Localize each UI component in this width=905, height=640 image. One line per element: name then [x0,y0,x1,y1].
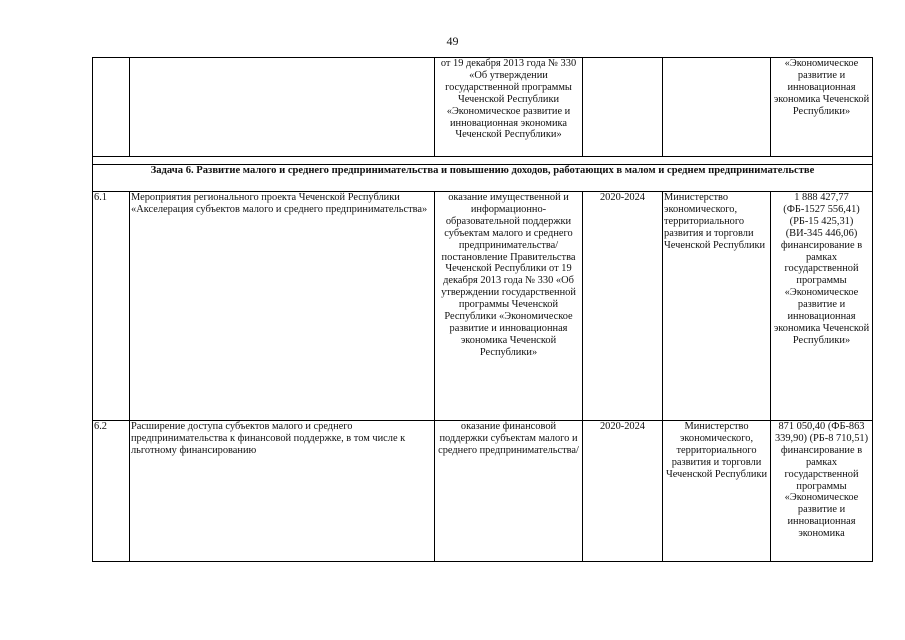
cell-period [583,58,663,157]
table-row-6-1 [93,192,873,421]
table-row-spacer [93,157,873,165]
cell-period: 2020-2024 [583,192,663,421]
table-row-continuation [93,58,873,157]
measures-table [92,57,873,562]
task-title: Задача 6. Развитие малого и среднего предпринимательства и повышению доходов, работающих в малом и среднем предпринимательстве [93,165,873,192]
cell-basis: оказание имущественной и информационно-образовательной поддержки субъектам малого и среднего предпринимательства/ постановление Правительства Чеченской Республики от 19 декабря 2013 года № 330 «Об утверждении государственной программы Чеченской Республики «Экономическое развитие и инновационная экономика Чеченской Республики» [435,192,583,421]
cell-num [93,58,130,157]
cell-funding: «Экономическое развитие и инновационная экономика Чеченской Республики» [771,58,873,157]
spacer-cell [93,157,873,165]
cell-executor [663,58,771,157]
cell-basis: оказание финансовой поддержки субъектам малого и среднего предпринимательства/ [435,421,583,562]
cell-executor: Министерство экономического, территориального развития и торговли Чеченской Республики [663,192,771,421]
cell-name: Мероприятия регионального проекта Чеченской Республики «Акселерация субъектов малого и среднего предпринимательства» [130,192,435,421]
table-row-6-2 [93,421,873,562]
cell-name: Расширение доступа субъектов малого и среднего предпринимательства к финансовой поддержке, в том числе к льготному финансированию [130,421,435,562]
cell-funding: 871 050,40 (ФБ-863 339,90) (РБ-8 710,51) финансирование в рамках государственной программы «Экономическое развитие и инновационная экономика [771,421,873,562]
cell-basis: от 19 декабря 2013 года № 330 «Об утверждении государственной программы Чеченской Республики «Экономическое развитие и инновационная экономика Чеченской Республики» [435,58,583,157]
cell-num: 6.2 [93,421,130,562]
cell-name [130,58,435,157]
page-number: 49 [446,34,459,48]
cell-num: 6.1 [93,192,130,421]
cell-period: 2020-2024 [583,421,663,562]
cell-funding: 1 888 427,77 (ФБ-1527 556,41) (РБ-15 425,31) (ВИ-345 446,06) финансирование в рамках государственной программы «Экономическое развитие и инновационная экономика Чеченской Республики» [771,192,873,421]
cell-executor: Министерство экономического, территориального развития и торговли Чеченской Республики [663,421,771,562]
table-row-task-header [93,165,873,192]
